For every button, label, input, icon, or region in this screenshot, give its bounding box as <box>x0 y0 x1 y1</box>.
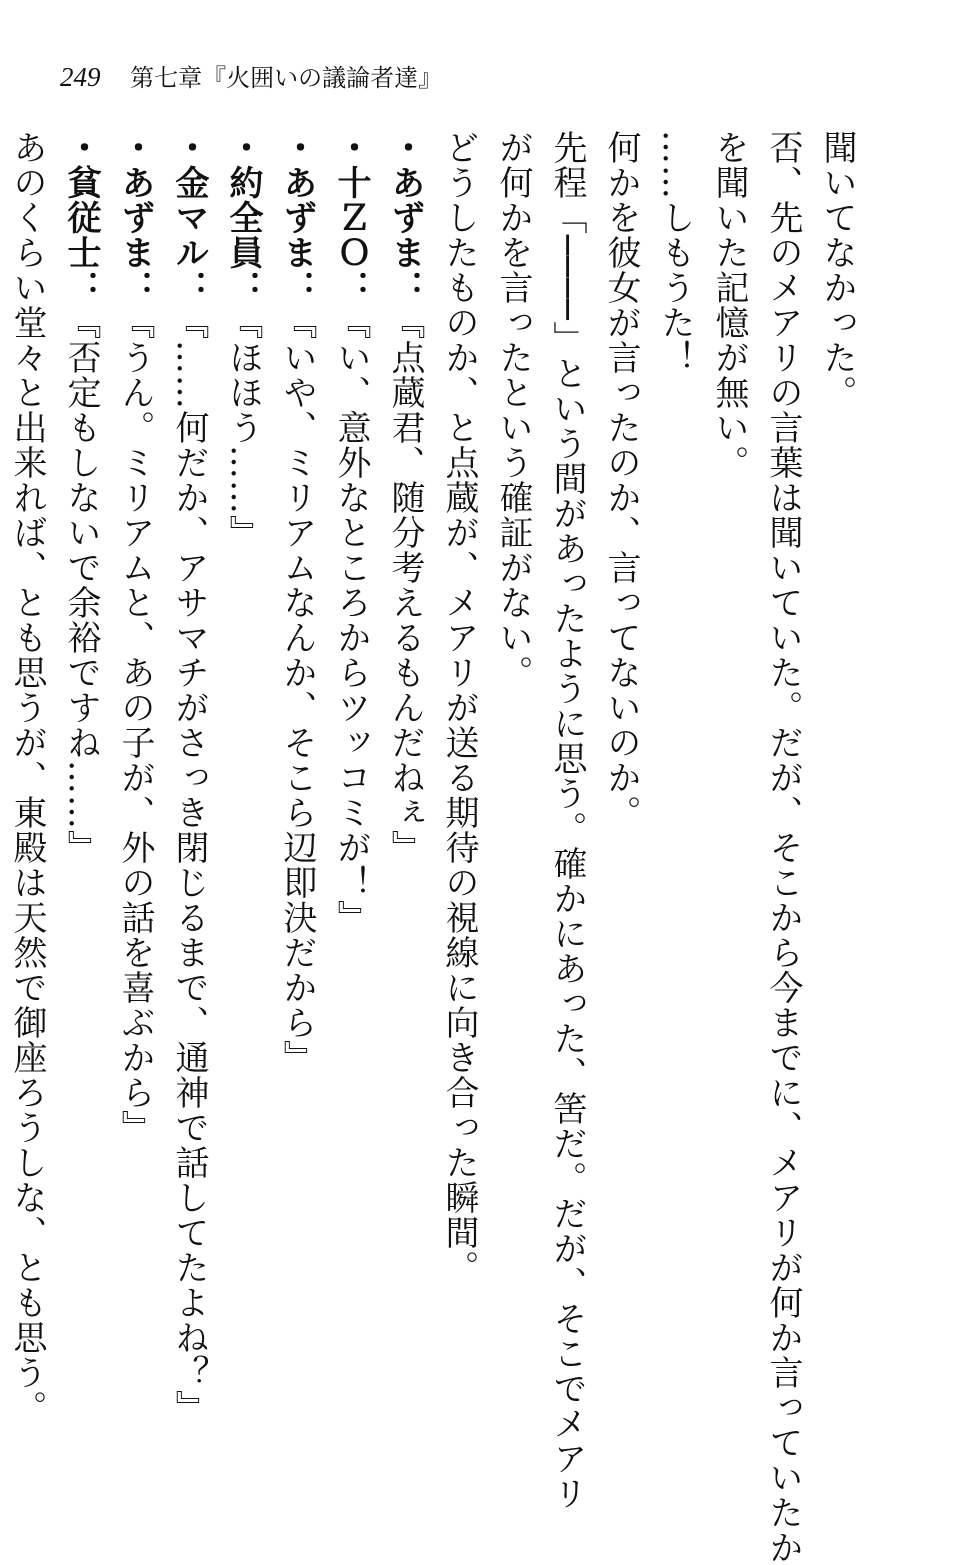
chat-speech: 『いや、ミリアムなんか、そこら辺即決だから』 <box>277 305 317 1075</box>
chat-speech: 『い、意外なところからツッコミが！』 <box>331 305 371 935</box>
chat-speech: 『……何だか、アサマチがさっき閉じるまで、通神で話してたよね？』 <box>169 305 209 1425</box>
narration-line: を聞いた記憶が無い。 <box>709 130 749 480</box>
chat-speaker: ・貧従士： <box>61 130 101 305</box>
narration-line: 何かを彼女が言ったのか、言ってないのか。 <box>601 130 641 830</box>
chat-line <box>162 130 216 1425</box>
chat-line <box>378 130 432 1330</box>
narration-line: 聞いてなかった。 <box>817 130 857 410</box>
chat-line <box>54 130 108 1330</box>
chat-speaker: ・約全員： <box>223 130 263 305</box>
narration-line: どうしたものか、と点蔵が、メアリが送る期待の視線に向き合った瞬間。 <box>439 130 479 1285</box>
chat-speech: 『うん。ミリアムと、あの子が、外の話を喜ぶから』 <box>115 305 155 1145</box>
chat-speaker: ・あずま： <box>385 130 425 305</box>
narration-line: あのくらい堂々と出来れば、とも思うが、東殿は天然で御座ろうしな、とも思う。 <box>7 130 47 1425</box>
body-text <box>7 130 864 1565</box>
page-header <box>60 58 442 93</box>
narration-line: ……しもうた！ <box>655 130 695 375</box>
narration-line: 先程「────」という間があったように思う。確かにあった、筈だ。だが、そこでメアリ <box>547 130 587 1511</box>
narration-line: が何かを言ったという確証がない。 <box>493 130 533 690</box>
chat-speech: 『点蔵君、随分考えるもんだねぇ』 <box>385 305 425 865</box>
chat-speaker: ・あずま： <box>115 130 155 305</box>
chat-line <box>108 130 162 1330</box>
chat-speaker: ・あずま： <box>277 130 317 305</box>
page-number: 249 <box>60 62 101 92</box>
chat-line <box>270 130 324 1330</box>
chat-speaker: ・十ＺＯ： <box>331 130 371 305</box>
chat-speech: 『否定もしないで余裕ですね……』 <box>61 305 101 865</box>
chapter-title: 第七章『火囲いの議論者達』 <box>130 64 443 92</box>
chat-speech: 『ほほう……』 <box>223 305 263 550</box>
narration-line: 否、先のメアリの言葉は聞いていた。だが、そこから今までに、メアリが何か言っていたか <box>763 130 803 1565</box>
chat-line <box>324 130 378 1330</box>
chat-line <box>216 130 270 1330</box>
chat-speaker: ・金マル： <box>169 130 209 305</box>
